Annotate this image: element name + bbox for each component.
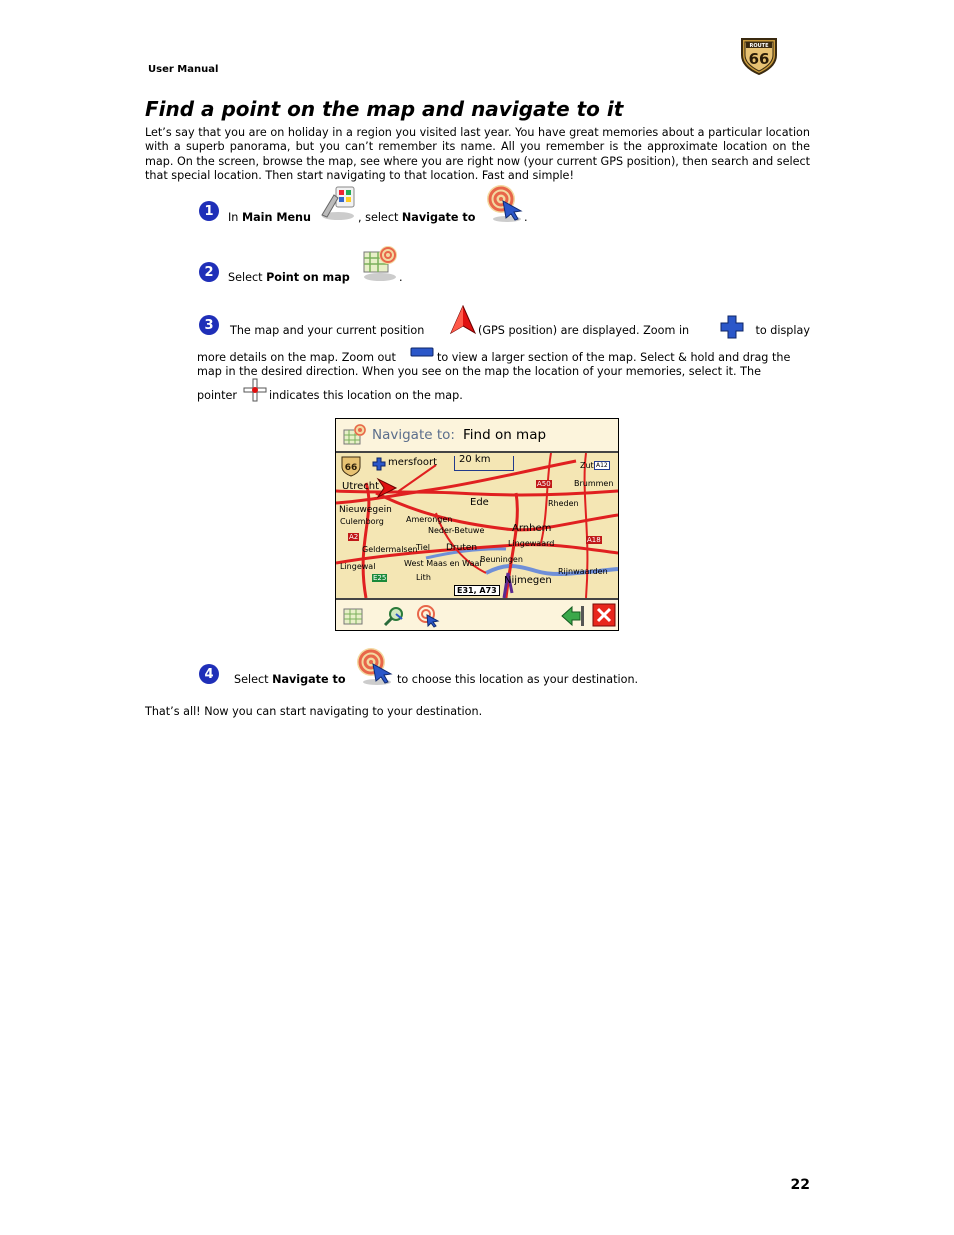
label-west-maas-en-waal: West Maas en Waal (404, 559, 482, 568)
screen-title-prefix: Navigate to: (372, 427, 455, 443)
label-nieuwegein: Nieuwegein (339, 505, 392, 515)
step-3-line2a: more details on the map. Zoom out (197, 351, 396, 364)
screen-toolbar (336, 598, 618, 631)
point-on-map-icon (360, 244, 400, 282)
zoom-in-icon (720, 315, 744, 339)
label-neder-betuwe: Neder-Betuwe (428, 526, 485, 535)
step-1-text-b (358, 211, 475, 224)
step-3-line4a: pointer (197, 389, 238, 402)
label-geldermalsen: Geldermalsen (362, 545, 418, 554)
intro-paragraph: Let’s say that you are on holiday in a region you visited last year. You have great memories about a particular location with a superb panorama, but you can’t remember its name. All you remember is the approximate location on the map. On the screen, browse the map, see where you are right now (your current GPS position), then search and select that special location. Then start navigating to that location. Fast and simple! (145, 126, 810, 182)
label-lith: Lith (416, 573, 431, 582)
step-1-mid: , select (358, 211, 399, 224)
svg-text:66: 66 (748, 50, 770, 68)
step-1-text (228, 211, 311, 224)
step-3-line2b: to view a larger section of the map. Select & hold and drag the (437, 351, 791, 364)
step-4-pre: Select (234, 673, 269, 686)
label-rijnwaarden: Rijnwaarden (558, 567, 608, 576)
step-1-pre: In (228, 211, 239, 224)
zoom-in-map-button[interactable] (372, 456, 386, 475)
label-culemborg: Culemborg (340, 517, 384, 526)
road-sign-a18: A18 (587, 536, 601, 544)
step-1-post: . (524, 211, 528, 224)
label-arnhem: Arnhem (512, 523, 552, 534)
device-screenshot (335, 418, 619, 631)
route-label: E31, A73 (454, 585, 500, 596)
close-button[interactable] (592, 603, 616, 631)
screen-title-bar (336, 419, 618, 453)
navigate-to-icon (485, 183, 525, 223)
step-1-main-menu: Main Menu (241, 211, 311, 224)
back-button[interactable] (560, 604, 586, 631)
step-3-line1a: The map and your current position (230, 324, 425, 337)
svg-text:ROUTE: ROUTE (749, 43, 769, 49)
label-ede: Ede (470, 497, 489, 508)
gps-position-icon (450, 305, 476, 335)
svg-text:66: 66 (344, 463, 358, 473)
pointer-icon (243, 378, 267, 402)
map-grid-button[interactable] (342, 605, 364, 631)
navigate-to-icon-2 (355, 646, 395, 686)
step-4-post: to choose this location as your destination. (397, 673, 639, 686)
step-2-point-on-map: Point on map (266, 271, 350, 284)
route66-map-logo (340, 455, 362, 481)
road-sign-a12: A12 (596, 462, 608, 469)
label-tiel: Tiel (416, 543, 431, 552)
scale-bar (454, 456, 514, 471)
label-beuningen: Beuningen (480, 555, 523, 564)
step-2-post: . (399, 271, 403, 284)
page-title: Find a point on the map and navigate to it (145, 97, 624, 121)
step-2-pre: Select (228, 271, 263, 284)
screen-title-main: Find on map (463, 427, 547, 443)
road-sign-e25: E25 (373, 574, 387, 582)
navigate-to-map-button[interactable] (416, 604, 440, 631)
route66-logo (738, 33, 780, 75)
zoom-out-icon (410, 346, 434, 358)
step-3-number: 3 (199, 315, 219, 335)
road-sign-a2: A2 (349, 533, 359, 541)
label-rheden: Rheden (548, 499, 579, 508)
point-on-map-small-icon (342, 422, 368, 452)
step-2-text (228, 271, 350, 284)
step-1-navigate-to: Navigate to (401, 211, 476, 224)
main-menu-icon (318, 185, 358, 221)
label-amerongen: Amerongen (406, 515, 453, 524)
step-4-text (234, 673, 346, 686)
label-utrecht: Utrecht (342, 481, 380, 492)
label-nijmegen: Nijmegen (504, 575, 552, 586)
label-zutphen: Zut (580, 461, 594, 470)
step-2-number: 2 (199, 262, 219, 282)
road-sign-a50: A50 (537, 480, 551, 488)
step-3-line3: map in the desired direction. When you see on the map the location of your memories, select it. The (197, 365, 761, 378)
step-3-line1b: (GPS position) are displayed. Zoom in (478, 324, 690, 337)
closing-text: That’s all! Now you can start navigating to your destination. (145, 705, 483, 718)
label-amersfoort: mersfoort (388, 457, 438, 468)
step-4-navigate-to: Navigate to (272, 673, 346, 686)
label-lingewaal: Lingewal (340, 562, 376, 571)
step-1-number: 1 (199, 201, 219, 221)
page-number: 22 (790, 1177, 810, 1193)
label-druten: Druten (446, 543, 478, 553)
search-map-button[interactable] (382, 605, 406, 631)
header-label: User Manual (148, 64, 219, 75)
label-lingewaard: Lingewaard (508, 539, 555, 548)
step-3-line4b: indicates this location on the map. (269, 389, 463, 402)
label-brummen: Brummen (574, 479, 614, 488)
step-4-number: 4 (199, 664, 219, 684)
scale-label: 20 km (459, 454, 491, 465)
map-view[interactable] (336, 453, 618, 598)
step-3-line1c: to display (755, 324, 810, 337)
